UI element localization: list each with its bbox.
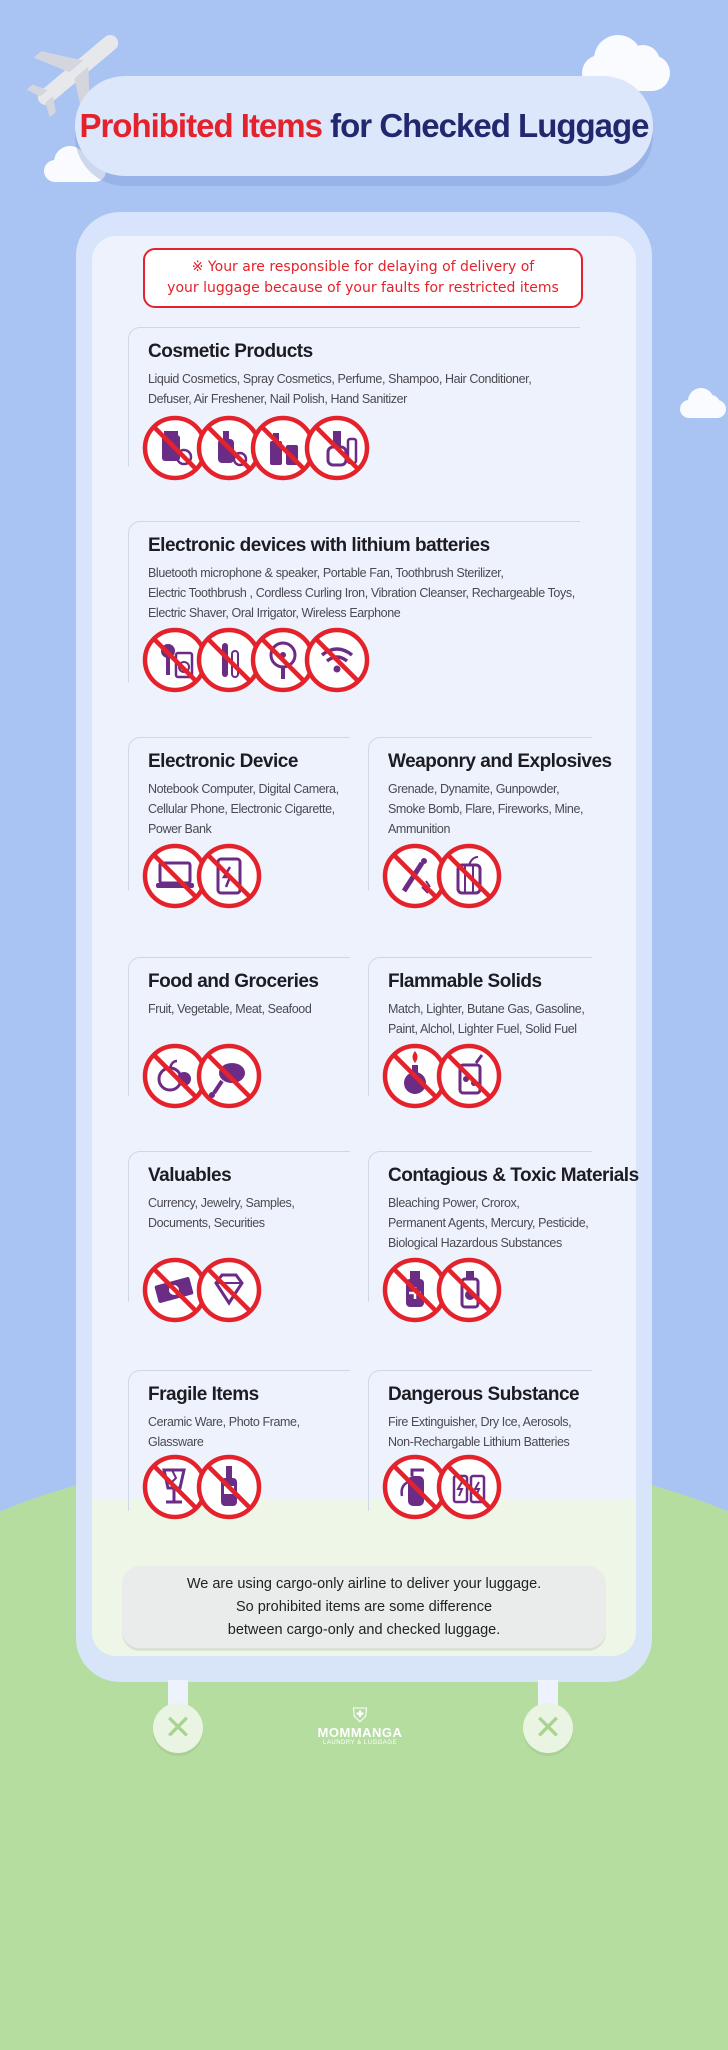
cargo-airline-note xyxy=(122,1566,606,1648)
cloud-icon xyxy=(680,400,726,418)
pesticide-spray-icon xyxy=(436,1257,502,1323)
close-icon: ✕ xyxy=(153,1703,203,1753)
close-icon: ✕ xyxy=(523,1703,573,1753)
section-items: Currency, Jewelry, Samples, Documents, Securities xyxy=(148,1196,295,1230)
section-items: Grenade, Dynamite, Gunpowder, Smoke Bomb, Flare, Fireworks, Mine, Ammunition xyxy=(388,782,584,836)
notice-line-2: your luggage because of your faults for restricted items xyxy=(167,280,559,296)
section-food-groceries xyxy=(128,957,348,1095)
section-items: Ceramic Ware, Photo Frame, Glassware xyxy=(148,1415,300,1449)
section-title: Food and Groceries xyxy=(148,971,319,992)
footer-line-1: We are using cargo-only airline to deliver your luggage. xyxy=(186,1575,542,1592)
section-items: Bleaching Power, Crorox, Permanent Agents, Mercury, Pesticide, Biological Hazardous Substances xyxy=(388,1196,589,1250)
logo-mark-icon: ⛨ xyxy=(352,1703,368,1727)
section-title: Electronic devices with lithium batteries xyxy=(148,535,490,556)
title-banner xyxy=(75,76,653,176)
section-electronic-device xyxy=(128,737,348,889)
section-items: Fire Extinguisher, Dry Ice, Aerosols, Non-Rechargable Lithium Batteries xyxy=(388,1415,572,1449)
section-items: Match, Lighter, Butane Gas, Gasoline, Paint, Alchol, Lighter Fuel, Solid Fuel xyxy=(388,1002,585,1036)
section-items: Fruit, Vegetable, Meat, Seafood xyxy=(148,1002,312,1016)
section-title: Electronic Device xyxy=(148,751,298,772)
footer-line-2: So prohibited items are some difference xyxy=(235,1598,493,1615)
section-toxic-materials xyxy=(368,1151,639,1301)
section-items: Bluetooth microphone & speaker, Portable Fan, Toothbrush Sterilizer, Electric Toothbrush , Cordless Curling Iron, Vibration Cleanser, Rechargeable Toys, Electric Shaver, Oral Irrigator, Wireless Earphone xyxy=(148,566,575,620)
title-navy-part: for Checked Luggage xyxy=(330,107,649,144)
section-fragile-items xyxy=(128,1370,348,1510)
wine-bottle-icon xyxy=(196,1454,262,1520)
section-title: Flammable Solids xyxy=(388,971,542,992)
paint-can-icon xyxy=(436,1043,502,1109)
section-title: Weaponry and Explosives xyxy=(388,751,612,772)
section-title: Fragile Items xyxy=(148,1384,259,1405)
section-title: Dangerous Substance xyxy=(388,1384,580,1405)
responsibility-notice xyxy=(143,248,583,308)
logo-subtitle: LAUNDRY & LUGGAGE xyxy=(323,1740,397,1746)
footer-line-3: between cargo-only and checked luggage. xyxy=(227,1621,501,1638)
section-items: Liquid Cosmetics, Spray Cosmetics, Perfume, Shampoo, Hair Conditioner, Defuser, Air Freshener, Nail Polish, Hand Sanitizer xyxy=(148,372,532,406)
mommanga-logo xyxy=(310,1705,410,1746)
nail-polish-icon xyxy=(304,415,370,481)
section-title: Valuables xyxy=(148,1165,232,1186)
section-weaponry-explosives xyxy=(368,737,612,889)
meat-icon xyxy=(196,1043,262,1109)
title-red-part: Prohibited Items xyxy=(79,107,322,144)
page-title xyxy=(79,107,648,145)
battery-icon xyxy=(436,1454,502,1520)
notice-line-1: ※ Your are responsible for delaying of delivery of xyxy=(191,259,535,275)
wireless-icon xyxy=(304,627,370,693)
power-bank-icon xyxy=(196,843,262,909)
dynamite-icon xyxy=(436,843,502,909)
logo-name: MOMMANGA xyxy=(317,1725,403,1740)
section-title: Contagious & Toxic Materials xyxy=(388,1165,639,1186)
section-dangerous-substance xyxy=(368,1370,598,1510)
section-valuables xyxy=(128,1151,348,1301)
section-lithium-batteries xyxy=(128,521,598,681)
diamond-icon xyxy=(196,1257,262,1323)
section-title: Cosmetic Products xyxy=(148,341,313,362)
section-cosmetic-products xyxy=(128,327,578,465)
section-flammable-solids xyxy=(368,957,598,1095)
section-items: Notebook Computer, Digital Camera, Cellular Phone, Electronic Cigarette, Power Bank xyxy=(148,782,339,836)
